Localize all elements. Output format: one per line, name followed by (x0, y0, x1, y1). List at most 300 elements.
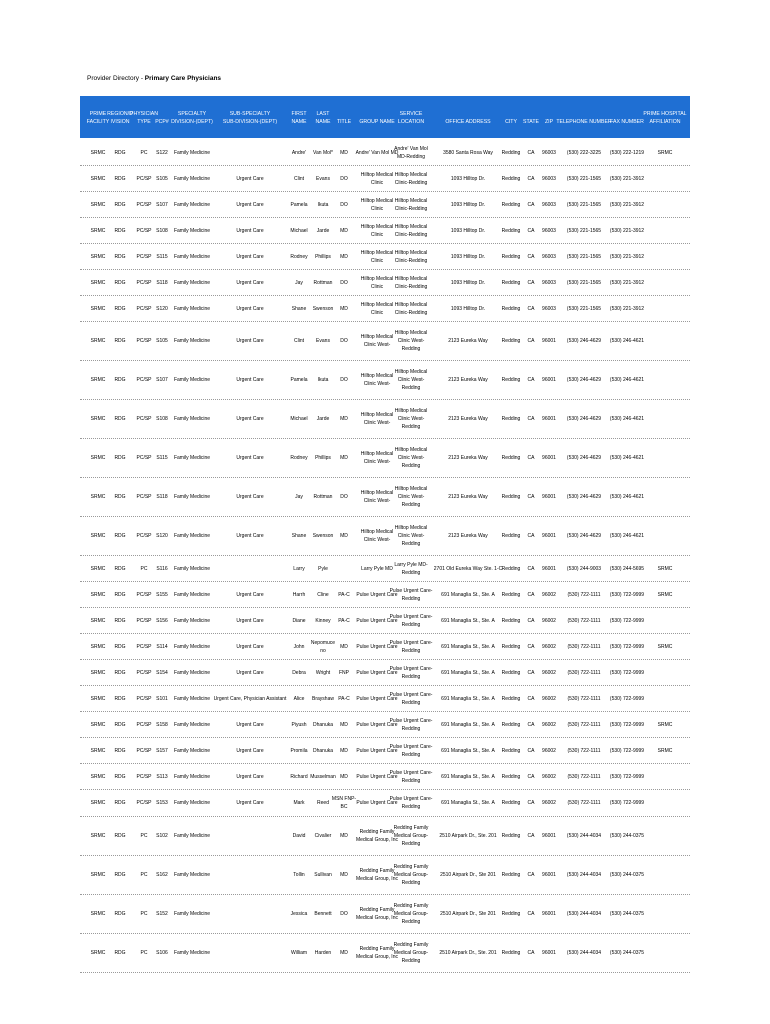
cell-service: Hilltop Medical Clinic-Redding (394, 301, 428, 316)
cell-service: Hilltop Medical Clinic West- Redding (394, 525, 428, 547)
cell-subspecialty: Urgent Care (236, 377, 264, 383)
cell-zip: 96001 (542, 833, 556, 839)
cell-specialty: Family Medicine (173, 747, 211, 754)
cell-subspecialty: Urgent Care (236, 591, 264, 598)
table-row (80, 322, 690, 361)
cell-state: CA (527, 950, 535, 956)
cell-title: FNP (339, 669, 349, 676)
cell-facility: SRMC (90, 669, 106, 676)
cell-phys-type: PC (140, 565, 148, 572)
cell-group: Redding Family Medical Group, Inc (356, 946, 398, 960)
cell-facility: SRMC (90, 201, 106, 208)
cell-fax: (530) 221-3912 (609, 253, 645, 260)
cell-title: MD (340, 455, 348, 461)
cell-facility: SRMC (90, 833, 106, 839)
cell-last: Wright (315, 669, 331, 676)
column-header-phys-type: PHYSICIAN TYPE (130, 110, 158, 125)
cell-group: Hilltop Medical Clinic (360, 301, 394, 316)
cell-region: RDG (114, 149, 126, 156)
cell-pcp: S115 (156, 253, 168, 260)
table-row (80, 218, 690, 244)
cell-region: RDG (114, 617, 126, 624)
cell-state: CA (527, 253, 535, 260)
table-row (80, 817, 690, 856)
cell-last: Dhanuka (312, 747, 334, 754)
table-row (80, 856, 690, 895)
cell-state: CA (527, 227, 535, 234)
cell-subspecialty: Urgent Care (236, 227, 264, 234)
cell-specialty: Family Medicine (173, 669, 211, 676)
cell-group: Andre' Van Mol MD (355, 149, 399, 156)
cell-specialty: Family Medicine (173, 305, 211, 312)
cell-title: DO (340, 338, 348, 344)
cell-city: Redding (501, 833, 521, 839)
cell-phys-type: PC (140, 149, 148, 156)
cell-service: Hilltop Medical Clinic-Redding (394, 197, 428, 212)
cell-last: Phillips (315, 253, 331, 260)
cell-last: Brayshaw (312, 695, 334, 702)
cell-first: Rodney (290, 455, 308, 461)
cell-region: RDG (114, 911, 126, 917)
cell-group: Hilltop Medical Clinic (360, 171, 394, 186)
cell-last: Nepomuce no (310, 639, 336, 654)
title-bold: Primary Care Physicians (144, 75, 222, 82)
cell-phone: (530) 722-1111 (567, 800, 601, 806)
cell-first: Tollin (293, 872, 305, 878)
cell-city: Redding (501, 338, 521, 344)
table-row (80, 296, 690, 322)
table-row (80, 686, 690, 712)
table-row (80, 166, 690, 192)
cell-fax: (530) 221-3912 (609, 279, 645, 286)
cell-state: CA (527, 800, 535, 806)
cell-state: CA (527, 175, 535, 182)
cell-city: Redding (501, 377, 521, 383)
cell-last: Kinney (315, 617, 331, 624)
cell-state: CA (527, 773, 535, 780)
column-header-affil: PRIME HOSPITAL AFFILIATION (643, 110, 687, 125)
cell-city: Redding (501, 201, 521, 208)
cell-address: 691 Managlia St., Ste. A (441, 695, 495, 702)
cell-zip: 96001 (542, 494, 556, 500)
cell-city: Redding (501, 455, 521, 461)
cell-zip: 96003 (542, 227, 556, 234)
cell-group: Hilltop Medical Clinic West- (360, 412, 394, 426)
cell-fax: (530) 244-0375 (609, 911, 645, 917)
cell-subspecialty: Urgent Care (236, 201, 264, 208)
cell-last: Ikuta (317, 377, 329, 383)
cell-region: RDG (114, 695, 126, 702)
cell-facility: SRMC (90, 149, 106, 156)
cell-fax: (530) 244-5695 (609, 565, 645, 572)
cell-pcp: S152 (156, 911, 168, 917)
cell-zip: 96002 (542, 800, 556, 806)
column-header-city: CITY (505, 118, 517, 125)
cell-facility: SRMC (90, 305, 106, 312)
table-row (80, 439, 690, 478)
cell-phys-type: PC/SP (136, 377, 152, 383)
cell-address: 2123 Eureka Way (448, 377, 488, 383)
cell-affil: SRMC (657, 149, 673, 156)
cell-title: MD (340, 416, 348, 422)
cell-zip: 96002 (542, 643, 556, 650)
cell-zip: 96001 (542, 950, 556, 956)
table-row (80, 660, 690, 686)
cell-address: 691 Managlia St., Ste. A (441, 800, 495, 806)
cell-phys-type: PC/SP (136, 533, 152, 539)
cell-group: Redding Family Medical Group, Inc (356, 829, 398, 843)
cell-group: Pulse Urgent Care (356, 617, 398, 624)
table-row (80, 361, 690, 400)
cell-pcp: S155 (156, 591, 168, 598)
cell-service: Hilltop Medical Clinic-Redding (394, 275, 428, 290)
cell-service: Hilltop Medical Clinic-Redding (394, 171, 428, 186)
cell-address: 691 Managlia St., Ste. A (441, 669, 495, 676)
cell-address: 2510 Airpark Dr., Ste. 201 (439, 950, 497, 956)
cell-facility: SRMC (90, 950, 106, 956)
table-row (80, 608, 690, 634)
cell-city: Redding (501, 591, 521, 598)
cell-state: CA (527, 305, 535, 312)
cell-facility: SRMC (90, 643, 106, 650)
cell-pcp: S122 (156, 149, 168, 156)
column-header-zip: ZIP (544, 118, 554, 125)
cell-pcp: S116 (156, 565, 168, 572)
cell-subspecialty: Urgent Care (236, 175, 264, 182)
cell-facility: SRMC (90, 872, 106, 878)
cell-zip: 96001 (542, 377, 556, 383)
cell-region: RDG (114, 747, 126, 754)
column-header-group: GROUP NAME (359, 118, 395, 125)
cell-facility: SRMC (90, 721, 106, 728)
cell-phys-type: PC (140, 911, 148, 917)
cell-facility: SRMC (90, 773, 106, 780)
cell-first: Pamela (290, 201, 308, 208)
cell-region: RDG (114, 201, 126, 208)
cell-address: 691 Managlia St., Ste. A (441, 721, 495, 728)
cell-pcp: S154 (156, 669, 168, 676)
cell-phys-type: PC/SP (136, 455, 152, 461)
cell-fax: (530) 221-3912 (609, 305, 645, 312)
cell-pcp: S120 (156, 533, 168, 539)
title-prefix: Provider Directory - (87, 75, 145, 82)
cell-subspecialty: Urgent Care (236, 643, 264, 650)
table-row (80, 764, 690, 790)
cell-city: Redding (501, 872, 521, 878)
cell-address: 1093 Hilltop Dr. (450, 305, 486, 312)
cell-service: Pulse Urgent Care- Redding (389, 587, 433, 602)
cell-subspecialty: Urgent Care (236, 494, 264, 500)
cell-title: DO (340, 911, 348, 917)
cell-fax: (530) 246-4621 (609, 455, 645, 461)
cell-address: 2510 Airpark Dr., Ste. 201 (439, 833, 497, 839)
cell-region: RDG (114, 533, 126, 539)
cell-title: DO (340, 175, 348, 182)
cell-pcp: S118 (156, 279, 168, 286)
cell-service: Pulse Urgent Care- Redding (389, 639, 433, 654)
cell-first: Larry (293, 565, 305, 572)
cell-group: Hilltop Medical Clinic West- (360, 490, 394, 504)
cell-subspecialty: Urgent Care (236, 800, 264, 806)
cell-phone: (530) 246-4629 (566, 338, 602, 344)
cell-city: Redding (501, 149, 521, 156)
cell-title: MD (340, 872, 348, 878)
cell-city: Redding (501, 533, 521, 539)
cell-region: RDG (114, 494, 126, 500)
cell-facility: SRMC (90, 565, 106, 572)
cell-zip: 96001 (542, 911, 556, 917)
cell-subspecialty: Urgent Care (236, 669, 264, 676)
cell-city: Redding (501, 950, 521, 956)
cell-specialty: Family Medicine (173, 338, 211, 344)
cell-title: PA-C (338, 695, 350, 702)
cell-state: CA (527, 591, 535, 598)
cell-pcp: S102 (156, 833, 168, 839)
cell-region: RDG (114, 950, 126, 956)
cell-last: Jarde (316, 416, 330, 422)
cell-affil: SRMC (657, 591, 673, 598)
cell-zip: 96001 (542, 565, 556, 572)
cell-specialty: Family Medicine (173, 253, 211, 260)
cell-region: RDG (114, 872, 126, 878)
cell-title: MD (340, 533, 348, 539)
cell-group: Pulse Urgent Care (356, 669, 398, 676)
cell-first: Pamela (290, 377, 308, 383)
cell-region: RDG (114, 377, 126, 383)
column-header-specialty: SPECIALTY DIVISION-(DEPT) (171, 110, 213, 125)
cell-specialty: Family Medicine (173, 175, 211, 182)
cell-title: MD (340, 643, 348, 650)
cell-specialty: Family Medicine (173, 201, 211, 208)
cell-first: Michael (290, 416, 308, 422)
cell-zip: 96003 (542, 305, 556, 312)
cell-last: Musselman (310, 773, 336, 780)
cell-facility: SRMC (90, 591, 106, 598)
cell-city: Redding (501, 253, 521, 260)
cell-specialty: Family Medicine (173, 565, 211, 572)
column-header-facility: PRIME FACILITY (86, 110, 110, 125)
cell-last: Pyle (318, 565, 328, 572)
cell-service: Redding Family Medical Group- Redding (393, 903, 429, 925)
cell-facility: SRMC (90, 416, 106, 422)
cell-first: Andre' (291, 149, 307, 156)
cell-specialty: Family Medicine (173, 455, 211, 461)
cell-pcp: S120 (156, 305, 168, 312)
cell-city: Redding (501, 617, 521, 624)
cell-city: Redding (501, 279, 521, 286)
cell-first: Richard (290, 773, 308, 780)
cell-fax: (530) 722-9999 (609, 747, 645, 754)
cell-title: MD (340, 773, 348, 780)
cell-fax: (530) 246-4621 (609, 377, 645, 383)
cell-state: CA (527, 669, 535, 676)
cell-service: Pulse Urgent Care- Redding (389, 717, 433, 732)
table-row (80, 634, 690, 660)
cell-region: RDG (114, 643, 126, 650)
column-header-first: FIRST NAME (291, 110, 307, 125)
cell-service: Pulse Urgent Care- Redding (389, 796, 433, 810)
cell-city: Redding (501, 305, 521, 312)
cell-fax: (530) 222-1219 (609, 149, 645, 156)
cell-pcp: S106 (156, 950, 168, 956)
cell-zip: 96001 (542, 533, 556, 539)
cell-facility: SRMC (90, 377, 106, 383)
cell-address: 691 Managlia St., Ste. A (441, 747, 495, 754)
cell-region: RDG (114, 669, 126, 676)
cell-facility: SRMC (90, 911, 106, 917)
cell-zip: 96003 (542, 149, 556, 156)
cell-city: Redding (501, 416, 521, 422)
cell-city: Redding (501, 494, 521, 500)
cell-zip: 96003 (542, 279, 556, 286)
cell-first: Piyush (291, 721, 307, 728)
cell-state: CA (527, 201, 535, 208)
cell-state: CA (527, 279, 535, 286)
cell-subspecialty: Urgent Care (236, 305, 264, 312)
cell-service: Hilltop Medical Clinic West- Redding (394, 408, 428, 430)
cell-pcp: S114 (156, 643, 168, 650)
cell-region: RDG (114, 591, 126, 598)
cell-phys-type: PC/SP (136, 201, 152, 208)
cell-city: Redding (501, 773, 521, 780)
cell-service: Hilltop Medical Clinic-Redding (394, 223, 428, 238)
cell-fax: (530) 246-4621 (609, 533, 645, 539)
cell-fax: (530) 722-9999 (609, 591, 645, 598)
cell-group: Hilltop Medical Clinic West- (360, 451, 394, 465)
cell-subspecialty: Urgent Care, Physician Assistant (213, 695, 287, 702)
cell-facility: SRMC (90, 747, 106, 754)
cell-specialty: Family Medicine (173, 279, 211, 286)
cell-zip: 96001 (542, 416, 556, 422)
cell-service: Hilltop Medical Clinic-Redding (394, 249, 428, 264)
cell-address: 2510 Airpark Dr., Ste 201 (440, 872, 496, 878)
table-row (80, 192, 690, 218)
cell-affil: SRMC (657, 721, 673, 728)
cell-facility: SRMC (90, 338, 106, 344)
cell-zip: 96003 (542, 175, 556, 182)
cell-pcp: S108 (156, 227, 168, 234)
cell-subspecialty: Urgent Care (236, 773, 264, 780)
cell-subspecialty: Urgent Care (236, 338, 264, 344)
cell-group: Pulse Urgent Care (356, 721, 398, 728)
cell-subspecialty: Urgent Care (236, 253, 264, 260)
cell-phys-type: PC/SP (136, 338, 152, 344)
cell-group: Hilltop Medical Clinic West- (360, 334, 394, 348)
column-header-pcp: PCP# (155, 118, 169, 125)
cell-service: Redding Family Medical Group- Redding (393, 942, 429, 964)
cell-pcp: S107 (156, 377, 168, 383)
cell-facility: SRMC (90, 175, 106, 182)
cell-service: Redding Family Medical Group- Redding (393, 864, 429, 886)
cell-first: Shane (291, 533, 307, 539)
cell-service: Hilltop Medical Clinic West- Redding (394, 447, 428, 469)
cell-city: Redding (501, 669, 521, 676)
cell-subspecialty: Urgent Care (236, 416, 264, 422)
cell-region: RDG (114, 305, 126, 312)
cell-last: Rottman (313, 494, 333, 500)
cell-pcp: S105 (156, 175, 168, 182)
cell-fax: (530) 722-9999 (609, 695, 645, 702)
cell-title: MD (340, 747, 348, 754)
cell-group: Pulse Urgent Care (356, 773, 398, 780)
cell-fax: (530) 221-3912 (609, 201, 645, 208)
cell-last: Swenson (312, 533, 334, 539)
cell-fax: (530) 244-0375 (609, 950, 645, 956)
cell-specialty: Family Medicine (173, 416, 211, 422)
cell-region: RDG (114, 279, 126, 286)
cell-city: Redding (501, 747, 521, 754)
cell-fax: (530) 722-9999 (609, 773, 645, 780)
cell-specialty: Family Medicine (173, 377, 211, 383)
cell-last: Harden (314, 950, 332, 956)
cell-facility: SRMC (90, 279, 106, 286)
cell-first: Clint (293, 175, 305, 182)
cell-fax: (530) 722-9999 (609, 617, 645, 624)
cell-phys-type: PC/SP (136, 227, 152, 234)
cell-pcp: S101 (156, 695, 168, 702)
cell-last: Phillips (315, 455, 331, 461)
cell-state: CA (527, 872, 535, 878)
cell-state: CA (527, 416, 535, 422)
cell-city: Redding (501, 175, 521, 182)
cell-state: CA (527, 747, 535, 754)
cell-address: 691 Managlia St., Ste. A (441, 643, 495, 650)
cell-phys-type: PC/SP (136, 721, 152, 728)
cell-region: RDG (114, 773, 126, 780)
cell-last: Van Mol* (313, 149, 333, 156)
cell-title: PA-C (338, 617, 350, 624)
cell-state: CA (527, 833, 535, 839)
cell-service: Pulse Urgent Care- Redding (389, 691, 433, 706)
document-title (87, 75, 221, 82)
cell-facility: SRMC (90, 253, 106, 260)
cell-phone: (530) 221-1565 (566, 253, 602, 260)
table-row (80, 244, 690, 270)
cell-title: DO (340, 279, 348, 286)
cell-first: Mark (293, 800, 305, 806)
cell-last: Civalier (314, 833, 332, 839)
cell-group: Hilltop Medical Clinic West- (360, 529, 394, 543)
cell-first: Diane (292, 617, 306, 624)
cell-fax: (530) 246-4621 (609, 338, 645, 344)
cell-zip: 96001 (542, 338, 556, 344)
cell-specialty: Family Medicine (173, 617, 211, 624)
cell-subspecialty: Urgent Care (236, 747, 264, 754)
cell-state: CA (527, 617, 535, 624)
column-header-region: REGION/D IVISION (107, 110, 133, 125)
cell-group: Hilltop Medical Clinic (360, 197, 394, 212)
cell-first: Shane (291, 305, 307, 312)
cell-region: RDG (114, 338, 126, 344)
cell-phys-type: PC (140, 872, 148, 878)
cell-affil: SRMC (657, 643, 673, 650)
cell-address: 2123 Eureka Way (448, 455, 488, 461)
cell-phone: (530) 244-4034 (566, 911, 602, 917)
cell-group: Pulse Urgent Care (356, 800, 398, 806)
cell-fax: (530) 244-0375 (609, 833, 645, 839)
table-row (80, 478, 690, 517)
cell-last: Reed (317, 800, 329, 806)
cell-phys-type: PC/SP (136, 695, 152, 702)
cell-first: Jay (295, 494, 303, 500)
cell-state: CA (527, 721, 535, 728)
cell-address: 2123 Eureka Way (448, 416, 488, 422)
cell-zip: 96002 (542, 669, 556, 676)
cell-city: Redding (501, 721, 521, 728)
cell-phys-type: PC/SP (136, 494, 152, 500)
cell-zip: 96002 (542, 591, 556, 598)
cell-service: Andre' Van Mol MD-Redding (394, 145, 428, 160)
